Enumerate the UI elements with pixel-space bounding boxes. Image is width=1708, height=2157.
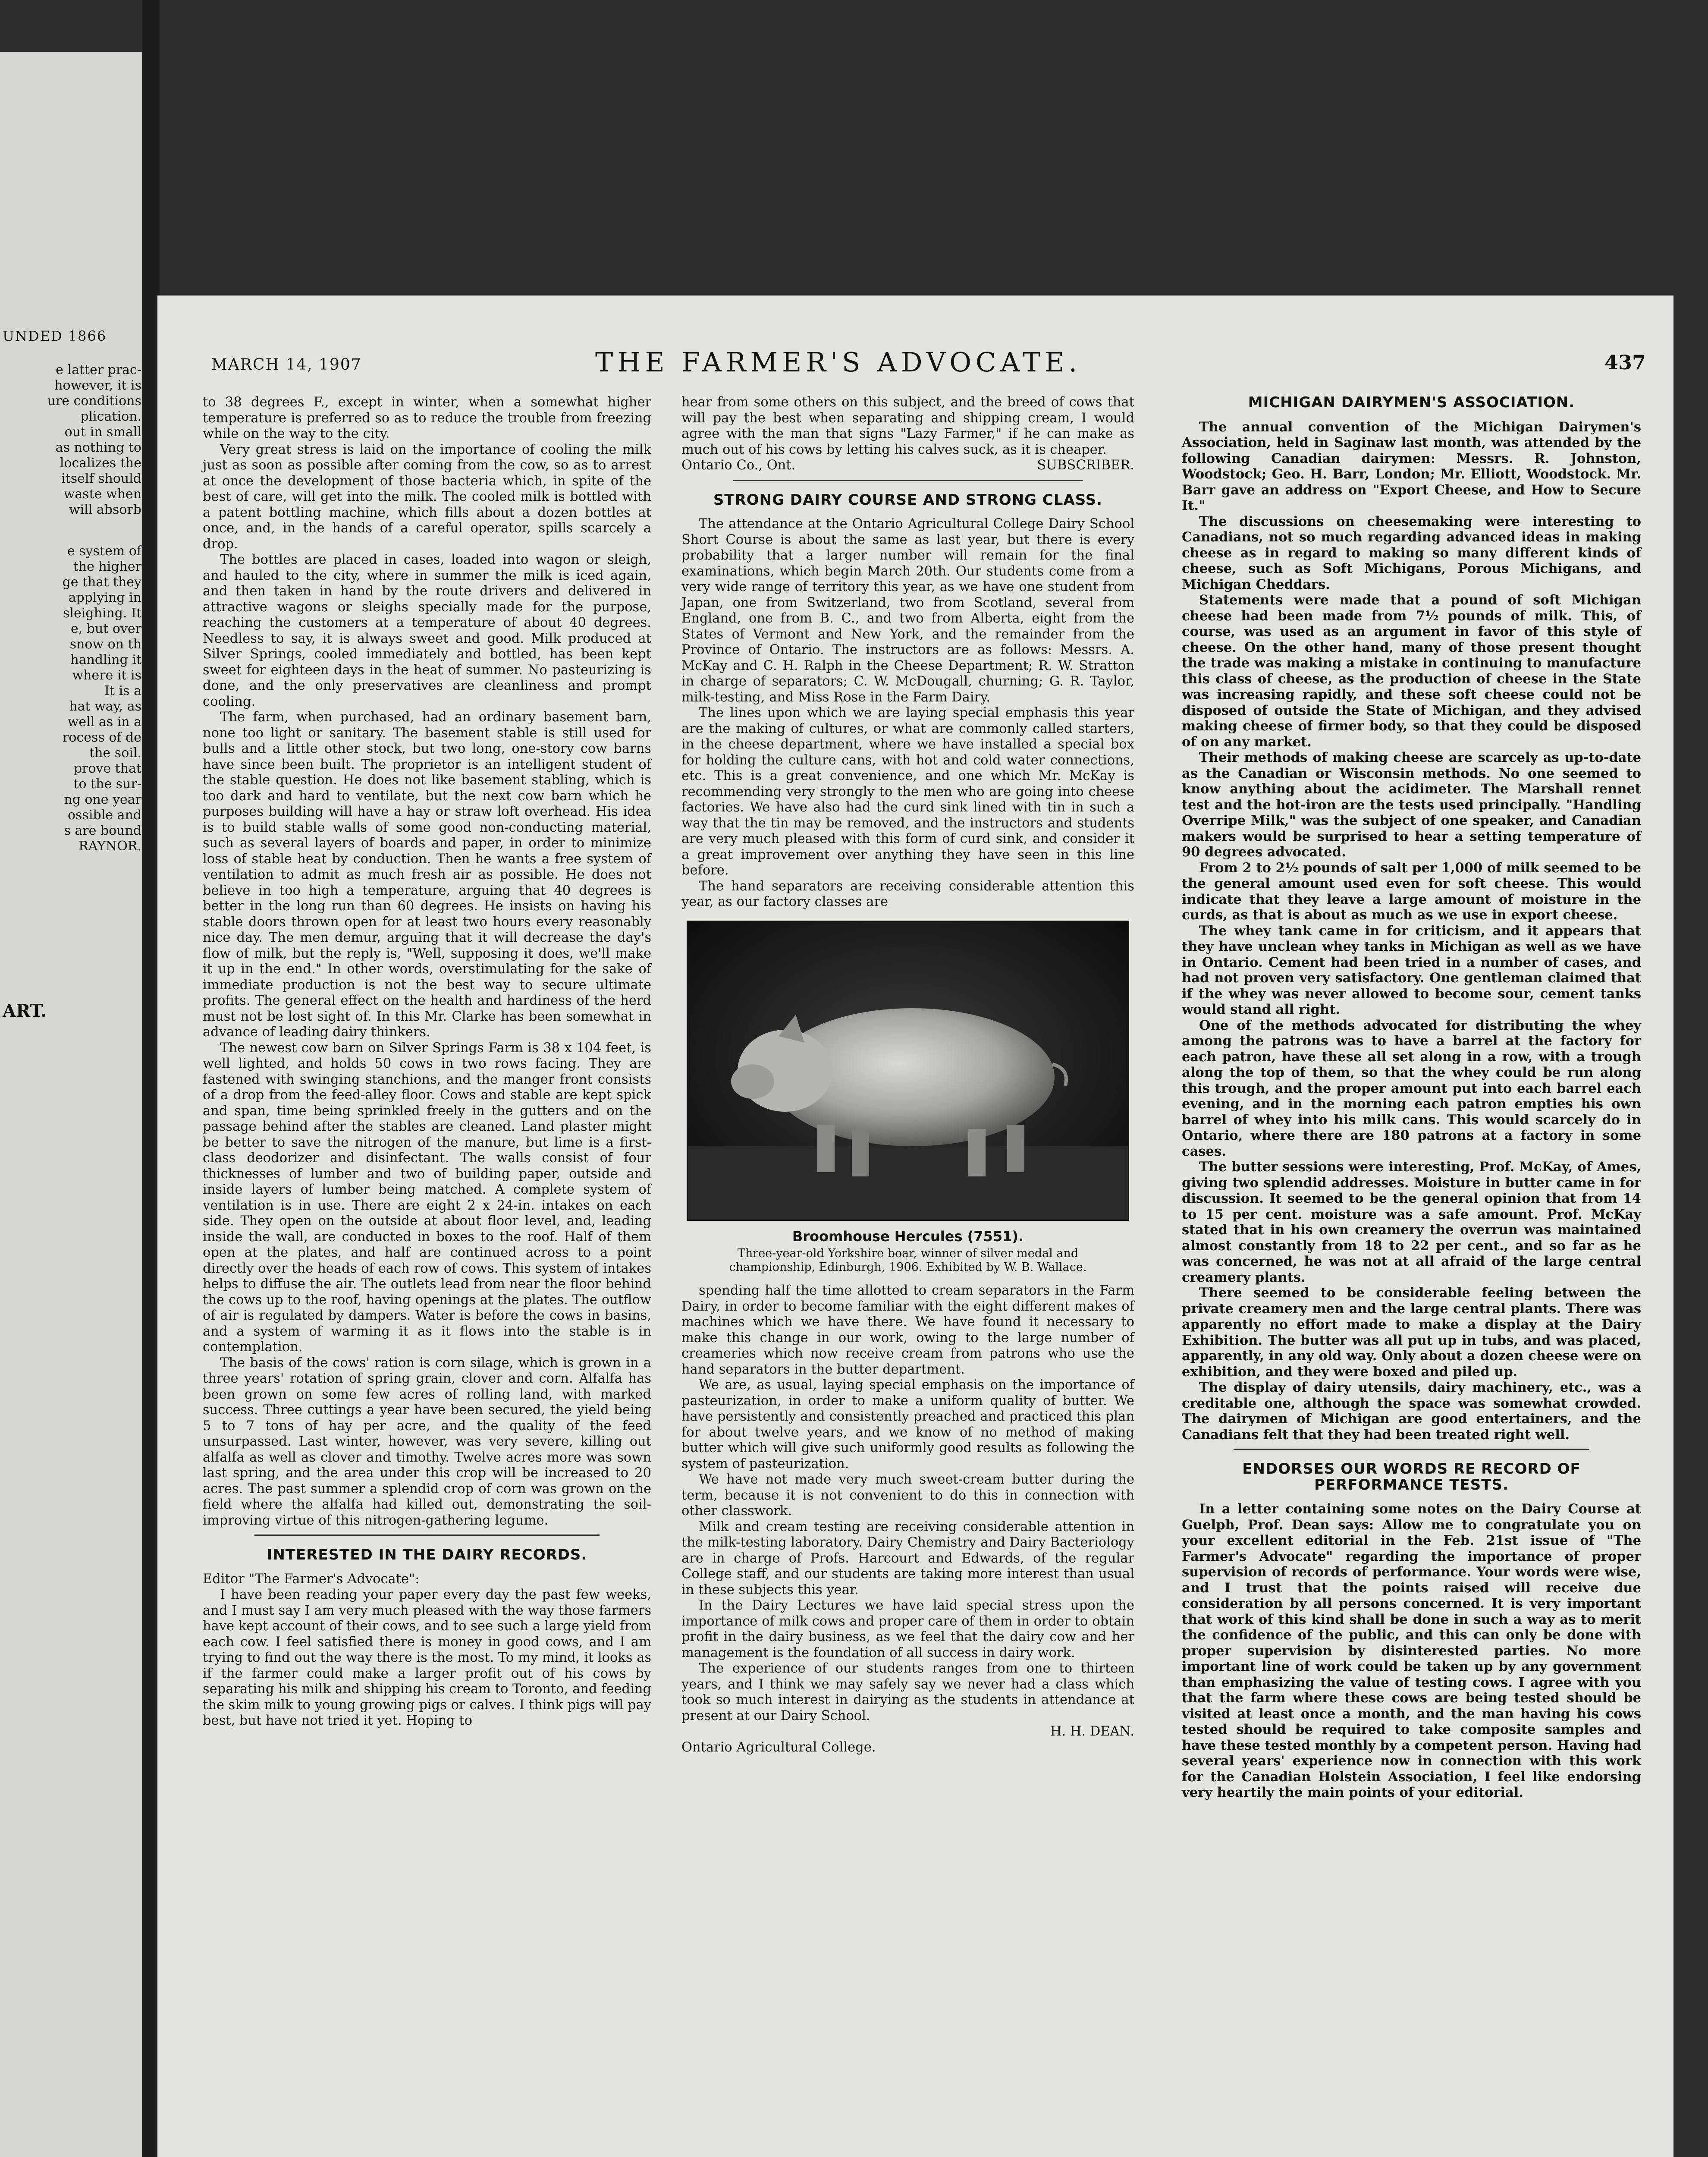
column-2 bbox=[681, 395, 1134, 1755]
previous-page-strip bbox=[0, 52, 147, 2157]
article-paragraph: Statements were made that a pound of soft Michigan cheese had been made from 7½ pounds of milk. This, of course, was used as an argument in favor of this style of cheese. On the other hand, many of those present thought the trade was making a mistake in continuing to manufacture this class of cheese, as the production of cheese in the State was increasing rapidly, and these soft cheese could not be disposed of outside the State of Michigan, and they advised making cheese of firmer body, so that they could be disposed of on any market. bbox=[1182, 592, 1641, 750]
article-paragraph: The newest cow barn on Silver Springs Farm is 38 x 104 feet, is well lighted, and holds 50 cows in two rows facing. They are fastened with swinging stanchions, and the manger front consists of a drop from the feed-alley floor. Cows and stable are kept spick and span, time being sprinkled freely in the gutters and on the passage behind after the stables are cleaned. Land plaster might be better to save the nitrogen of the manure, but lime is a first-class deodorizer and disinfectant. The walls consist of four thicknesses of lumber and two of building paper, outside and inside layers of lumber being matched. A complete system of ventilation is in use. There are eight 2 x 24-in. intakes on each side. They open on the outside at about floor level, and, leading inside the wall, are conducted in boxes to the roof. Half of them open at the plates, and half are continued across to a point directly over the heads of each row of cows. This system of intakes helps to diffuse the air. The outlets lead from near the floor behind the cows up to the roof, having openings at the plates. The outflow of air is regulated by dampers. Water is before the cows in basins, and a system of warming it as it flows into the stable is in contemplation. bbox=[203, 1040, 651, 1355]
article-paragraph: The whey tank came in for criticism, and it appears that they have unclean whey tanks in Michigan as well as we have in Ontario. Cement had been tried in a number of cases, and had not proven very satisfactory. One gentleman claimed that if the whey was never allowed to become sour, cement tanks would stand all right. bbox=[1182, 923, 1641, 1017]
article-paragraph: The experience of our students ranges from one to thirteen years, and I think we may safely say we never had a class which took so much interest in dairying as the students in attendance at present at our Dairy School. bbox=[681, 1661, 1134, 1723]
article-paragraph: Their methods of making cheese are scarcely as up-to-date as the Canadian or Wisconsin methods. No one seemed to know anything about the acidimeter. The Marshall rennet test and the hot-iron are the tests used principally. "Handling Overripe Milk," was the subject of one speaker, and Canadian makers would be surprised to hear a setting temperature of 90 degrees advocated. bbox=[1182, 750, 1641, 860]
issue-date: MARCH 14, 1907 bbox=[211, 356, 362, 374]
page-content bbox=[185, 296, 1652, 2157]
article-paragraph: In the Dairy Lectures we have laid special stress upon the importance of milk cows and proper care of them in order to obtain profit in the dairy business, as we feel that the dairy cow and her management is the foundation of all success in dairy work. bbox=[681, 1598, 1134, 1660]
heading-endorses-our-words: ENDORSES OUR WORDS RE RECORD OF PERFORMANCE TESTS. bbox=[1242, 1460, 1581, 1494]
heading-dairy-records: INTERESTED IN THE DAIRY RECORDS. bbox=[267, 1546, 587, 1563]
letter-signature bbox=[681, 458, 1134, 474]
previous-page-heading: ART. bbox=[3, 1001, 47, 1021]
previous-page-text-2: e system of the higher ge that they applying in sleighing. It e, but over snow on th handling it where it is It is a hat way, as well as in a rocess of de the soil. prove that to the sur- ng one year ossible and s are bound RAYNOR. bbox=[62, 544, 141, 854]
article-paragraph: The annual convention of the Michigan Dairymen's Association, held in Saginaw last month, was attended by the following Canadian dairymen: Messrs. R. Johnston, Woodstock; Geo. H. Barr, London; Mr. Elliott, Woodstock. Mr. Barr gave an address on "Export Cheese, and How to Secure It." bbox=[1182, 419, 1641, 513]
article-paragraph: The basis of the cows' ration is corn silage, which is grown in a three years' rotation of spring grain, clover and corn. Alfalfa has been grown on some few acres of rolling land, with marked success. Three cuttings a year have been secured, the yield being 5 to 7 tons of hay per acre, and the quality of the feed unsurpassed. Last winter, however, was very severe, killing out alfalfa as well as clover and timothy. Twelve acres more was sown last spring, and the area under this crop will be increased to 20 acres. The past summer a splendid crop of corn was grown on the field where the alfalfa had killed out, demonstrating the soil-improving virtue of this nitrogen-gathering legume. bbox=[203, 1355, 651, 1528]
column-1 bbox=[203, 395, 651, 1729]
article-paragraph: From 2 to 2½ pounds of salt per 1,000 of milk seemed to be the general amount used even for soft cheese. This would indicate that they leave a large amount of moisture in the curds, as that is about as much as we use in export cheese. bbox=[1182, 860, 1641, 923]
previous-page-header: UNDED 1866 bbox=[3, 328, 107, 344]
article-paragraph: Very great stress is laid on the importance of cooling the milk just as soon as possible after coming from the cow, so as to arrest at once the development of those bacteria which, in spite of the best of care, will get into the milk. The cooled milk is bottled with a patent bottling machine, which fills about a dozen bottles at once, and, in the hands of a careful operator, spills scarcely a drop. bbox=[203, 442, 651, 552]
article-paragraph: There seemed to be considerable feeling between the private creamery men and the large central plants. There was apparently no effort made to make a display at the Dairy Exhibition. The butter was all put up in tubs, and was placed, apparently, in any old way. Only about a dozen cheese were on exhibition, and they were boxed and piled up. bbox=[1182, 1285, 1641, 1380]
article-paragraph: Milk and cream testing are receiving considerable attention in the milk-testing laboratory. Dairy Chemistry and Dairy Bacteriology are in charge of Profs. Harcourt and Edwards, of the regular College staff, and our students are taking more interest than usual in these subjects this year. bbox=[681, 1519, 1134, 1597]
newspaper-page bbox=[157, 296, 1673, 2157]
heading-strong-dairy-course: STRONG DAIRY COURSE AND STRONG CLASS. bbox=[713, 491, 1103, 509]
previous-page-text-1: e latter prac- however, it is ure conditions plication. out in small as nothing to localizes the itself should waste when will absorb bbox=[47, 362, 141, 517]
photo-figure bbox=[681, 921, 1134, 1275]
page-binding-shadow bbox=[142, 0, 160, 2157]
page-number: 437 bbox=[1604, 351, 1646, 374]
article-paragraph: The discussions on cheesemaking were interesting to Canadians, not so much regarding advanced ideas in making cheese as in regard to making so many different kinds of cheese, such as Soft Michigans, Porous Michigans, and Michigan Cheddars. bbox=[1182, 513, 1641, 592]
article-paragraph: to 38 degrees F., except in winter, when a somewhat higher temperature is preferred so as to reduce the trouble from freezing while on the way to the city. bbox=[203, 395, 651, 441]
article-paragraph: We have not made very much sweet-cream butter during the term, because it is not convenient to do this in connection with other classwork. bbox=[681, 1472, 1134, 1519]
article-paragraph: The lines upon which we are laying special emphasis this year are the making of cultures, or what are commonly called starters, in the cheese department, where we have installed a special box for holding the culture cans, with hot and cold water connections, etc. This is a great convenience, and one which Mr. McKay is recommending very strongly to the men who are going into cheese factories. We have also had the curd sink lined with tin in such a way that the tin may be removed, and the instructors and students are very much pleased with this form of curd sink, and consider it a great improvement over anything they have seen in this line before. bbox=[681, 705, 1134, 878]
section-rule bbox=[1234, 1449, 1589, 1450]
boar-illustration bbox=[688, 922, 1128, 1220]
column-3 bbox=[1182, 395, 1641, 1801]
author-signature: H. H. DEAN. bbox=[1050, 1724, 1134, 1739]
photo-caption-text: Three-year-old Yorkshire boar, winner of silver medal and championship, Edinburgh, 1906. Exhibited by W. B. Wallace. bbox=[729, 1247, 1087, 1274]
article-paragraph: We are, as usual, laying special emphasis on the importance of pasteurization, in order to make a uniform quality of butter. We have persistently and consistently preached and practiced this plan for about twelve years, and we know of no method of making butter which will give such uniformly good results as following the system of pasteurization. bbox=[681, 1377, 1134, 1472]
article-paragraph: One of the methods advocated for distributing the whey among the patrons was to have a barrel at the factory for each patron, have these all set along in a row, with a trough along the top of them, so that the whey could be run along this trough, and the proper amount put into each barrel each evening, and in the morning each patron empties his own barrel of whey into his milk cans. This would scarcely do in Ontario, where there are 180 patrons at a factory in some cases. bbox=[1182, 1017, 1641, 1159]
letter-paragraph: hear from some others on this subject, and the breed of cows that will pay the best when separating and shipping cream, I would agree with the man that signs "Lazy Farmer," if he can make as much out of his cows by letting his calves suck, as it is cheaper. bbox=[681, 395, 1134, 457]
photo-caption-title: Broomhouse Hercules (7551). bbox=[792, 1228, 1024, 1245]
section-rule bbox=[733, 480, 1083, 481]
article-paragraph: The hand separators are receiving considerable attention this year, as our factory classes are bbox=[681, 878, 1134, 909]
boar-photo bbox=[687, 921, 1129, 1221]
article-paragraph: The display of dairy utensils, dairy machinery, etc., was a creditable one, although the space was somewhat crowded. The dairymen of Michigan are good entertainers, and the Canadians felt that they had been treated right well. bbox=[1182, 1380, 1641, 1443]
author-affiliation: Ontario Agricultural College. bbox=[681, 1739, 876, 1755]
article-paragraph: The attendance at the Ontario Agricultural College Dairy School Short Course is about the same as last year, but there is every probability that a larger number will remain for the final examinations, which begin March 20th. Our students come from a very wide range of territory this year, as we have one student from Japan, one from Switzerland, two from Scotland, several from England, one from B. C., and two from Alberta, eight from the States of Vermont and New York, and the remainder from the Province of Ontario. The instructors are as follows: Messrs. A. McKay and C. H. Ralph in the Cheese Department; R. W. Stratton in charge of separators; C. W. McDougall, churning; G. R. Taylor, milk-testing, and Miss Rose in the Farm Dairy. bbox=[681, 516, 1134, 705]
article-paragraph: spending half the time allotted to cream separators in the Farm Dairy, in order to become familiar with the eight different makes of machines which we have there. We have found it necessary to make this change in our work, owing to the large number of creameries which now receive cream from patrons who use the hand separators in the butter department. bbox=[681, 1283, 1134, 1377]
article-paragraph: The butter sessions were interesting, Prof. McKay, of Ames, giving two splendid addresses. Moisture in butter came in for discussion. It seemed to be the general opinion that from 14 to 15 per cent. moisture was a safe amount. Prof. McKay stated that in his own creamery the overrun was maintained almost constantly from 18 to 22 per cent., and so far as he was concerned, he was not at all afraid of the large central creamery plants. bbox=[1182, 1159, 1641, 1285]
masthead-title: THE FARMER'S ADVOCATE. bbox=[595, 346, 1082, 378]
signature-name: SUBSCRIBER. bbox=[1037, 458, 1134, 473]
article-paragraph: The farm, when purchased, had an ordinary basement barn, none too light or sanitary. The basement stable is still used for bulls and a little other stock, but two long, one-story cow barns have since been built. The proprietor is an intelligent student of the stable question. He does not like basement stabling, which is too dark and hard to ventilate, but the next cow barn which he purposes building will have a hay or straw loft overhead. His idea is to build stable walls of some good non-conducting material, such as several layers of boards and paper, in order to minimize loss of stable heat by conduction. Then he wants a free system of ventilation to admit as much fresh air as possible. He does not believe in too high a temperature, arguing that 40 degrees is better in the long run than 60 degrees. He insists on having his stable doors thrown open for at least two hours every reasonably nice day. The men demur, arguing that it will decrease the day's flow of milk, but the reply is, "Well, supposing it does, we'll make it up in the end." In other words, overstimulating for the sake of immediate production is not the best way to secure ultimate profits. The general effect on the health and hardiness of the herd must not be lost sight of. In this Mr. Clarke has been somewhat in advance of leading dairy thinkers. bbox=[203, 710, 651, 1040]
editor-salutation: Editor "The Farmer's Advocate": bbox=[203, 1571, 420, 1587]
article-paragraph: In a letter containing some notes on the Dairy Course at Guelph, Prof. Dean says: Allow me to congratulate you on your excellent editorial in the Feb. 21st issue of "The Farmer's Advocate" regarding the importance of proper supervision of records of performance. Your words were wise, and I trust that the points raised will receive due consideration by all persons concerned. It is very important that work of this kind shall be done in such a way as to merit the confidence of the public, and this can only be done with proper supervision by disinterested parties. No more important line of work could be taken up by any government than emphasizing the value of testing cows. I agree with you that the farm where these cows are being tested should be visited at least once a month, and the man having his cows tested should be required to take composite samples and have these tested monthly by a competent person. Having had several years' experience now in connection with this work for the Canadian Holstein Association, I feel like endorsing very heartily the main points of your editorial. bbox=[1182, 1501, 1641, 1800]
article-paragraph: The bottles are placed in cases, loaded into wagon or sleigh, and hauled to the city, where in summer the milk is iced again, and then taken in hand by the route drivers and delivered in attractive wagons or sleighs specially made for the purpose, reaching the customers at a temperature of about 40 degrees. Needless to say, it is always sweet and good. Milk produced at Silver Springs, cooled immediately and bottled, has been kept sweet for eighteen days in the heat of summer. No pasteurizing is done, and the only preservatives are cleanliness and prompt cooling. bbox=[203, 552, 651, 709]
signature-place: Ontario Co., Ont. bbox=[681, 458, 796, 473]
section-rule bbox=[254, 1534, 600, 1536]
heading-michigan-dairymen: MICHIGAN DAIRYMEN'S ASSOCIATION. bbox=[1248, 394, 1575, 411]
letter-paragraph: I have been reading your paper every day the past few weeks, and I must say I am very much pleased with the way those farmers have kept account of their cows, and to see such a large yield from each cow. I feel satisfied there is money in good cows, and I am trying to find out the way there is the most. To my mind, it looks as if the farmer could make a larger profit out of his cows by separating his milk and shipping his cream to Toronto, and feeding the skim milk to young growing pigs or calves. I think pigs will pay best, but have not tried it yet. Hoping to bbox=[203, 1587, 651, 1728]
